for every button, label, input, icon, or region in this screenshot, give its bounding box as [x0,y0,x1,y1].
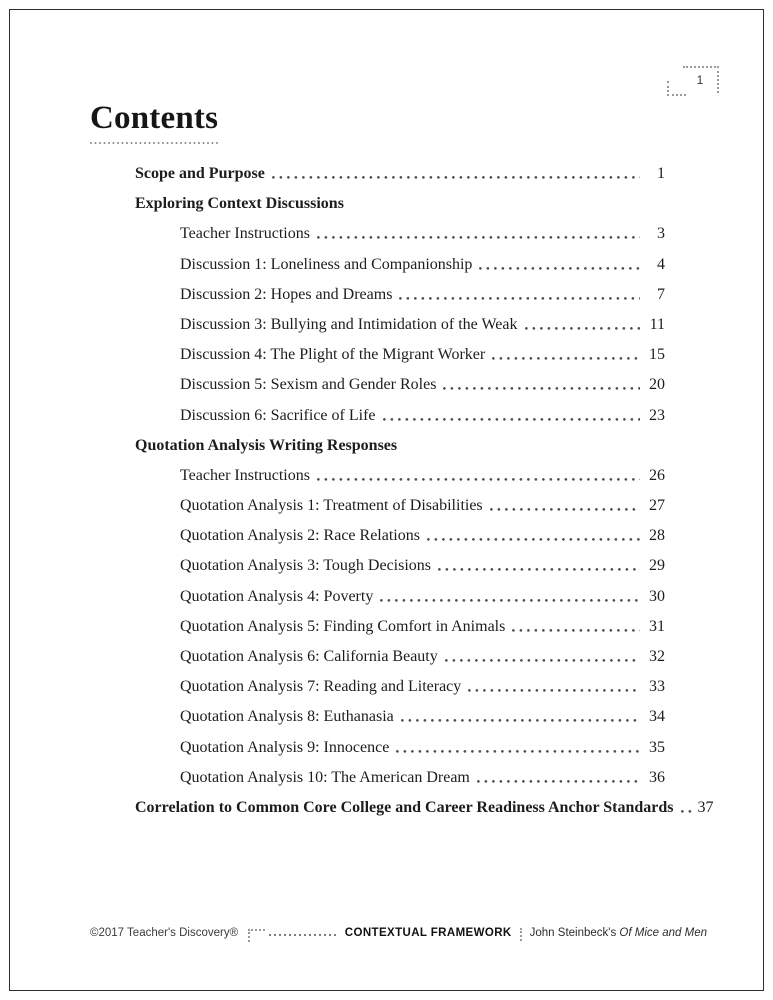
toc-entry-label: Quotation Analysis 10: The American Dream [180,768,470,786]
toc-entry [135,224,665,244]
toc-entry-page: 26 [649,466,665,484]
toc-entry [135,526,665,546]
toc-entry-label: Discussion 2: Hopes and Dreams [180,285,393,303]
toc-list [135,164,714,818]
dot-leader [525,327,641,330]
toc-entry [135,798,714,818]
toc-entry-page: 4 [657,255,665,273]
toc-entry-label: Discussion 6: Sacrifice of Life [180,406,376,424]
toc-entry-label: Quotation Analysis 8: Euthanasia [180,708,394,726]
footer-book-reference [530,927,707,939]
toc-entry-page: 32 [649,648,665,665]
toc-entry-page: 11 [649,315,665,333]
toc-entry-page: 33 [649,678,665,696]
dot-leader [272,176,640,179]
toc-entry-page: 34 [649,708,665,726]
toc-entry [135,315,665,335]
toc-entry-page: 27 [649,497,665,515]
toc-entry-label: Discussion 3: Bullying and Intimidation of the Weak [180,315,518,333]
dot-leader [317,478,640,481]
dot-leader [396,750,640,753]
dot-leader [490,508,640,511]
footer-author: John Steinbeck's [529,927,620,939]
toc-entry-label: Quotation Analysis Writing Responses [135,436,398,454]
toc-entry-page: 15 [649,346,665,364]
toc-entry [135,345,665,365]
toc-entry-label: Quotation Analysis 6: California Beauty [180,648,438,665]
toc-entry-page: 29 [649,557,665,575]
footer-copyright: ©2017 Teacher's Discovery® [90,927,239,939]
footer-dotted-divider [520,928,522,941]
toc-entry-page: 7 [657,285,665,303]
toc-entry [135,436,665,456]
toc-entry [135,164,665,184]
toc-entry-label: Quotation Analysis 9: Innocence [180,738,390,756]
dot-leader [512,629,640,632]
toc-entry [135,496,665,516]
toc-entry-label: Discussion 4: The Plight of the Migrant Worker [180,346,486,364]
toc-entry-page: 30 [649,587,665,605]
dot-leader [681,810,695,813]
toc-entry-label: Quotation Analysis 1: Treatment of Disabilities [180,497,483,515]
toc-entry [135,406,665,426]
dot-leader [401,719,640,722]
page-title: Contents [90,100,218,144]
toc-entry [135,375,665,395]
toc-entry-page: 1 [657,165,665,182]
toc-entry [135,768,665,788]
toc-entry [135,285,665,305]
toc-entry-page: 20 [649,376,665,394]
dot-leader [443,387,640,390]
dot-leader [445,659,640,662]
toc-entry [135,677,665,697]
toc-entry-label: Discussion 1: Loneliness and Companionship [180,255,473,273]
dot-leader [477,780,640,783]
page-number: 1 [696,73,704,87]
dot-leader [468,689,640,692]
dot-leader [399,297,640,300]
toc-entry-page: 3 [657,225,665,243]
toc-entry [135,466,665,486]
toc-entry [135,617,665,637]
toc-entry-label: Discussion 5: Sexism and Gender Roles [180,376,437,394]
toc-entry [135,255,665,275]
footer-dotted-corner [248,929,265,942]
dot-leader [492,357,640,360]
dot-leader [383,418,641,421]
toc-entry-label: Quotation Analysis 2: Race Relations [180,527,420,545]
toc-entry-page: 31 [649,617,665,635]
toc-entry-page: 28 [649,527,665,545]
toc-entry [135,647,665,667]
toc-entry [135,587,665,607]
dot-leader [479,267,640,270]
dot-leader [380,599,640,602]
toc-entry-label: Quotation Analysis 7: Reading and Literacy [180,678,462,696]
toc-entry-page: 36 [649,768,665,786]
toc-entry-page: 37 [697,798,714,816]
toc-entry-page: 23 [649,406,665,424]
toc-entry [135,738,665,758]
footer-dot-leader [269,934,337,936]
dot-leader [317,236,640,239]
page-footer [90,927,707,940]
page-number-box [683,66,719,93]
footer-book-title: Of Mice and Men [619,927,707,939]
footer-framework-label: CONTEXTUAL FRAMEWORK [344,927,512,939]
dot-leader [438,568,640,571]
toc-entry-label: Quotation Analysis 5: Finding Comfort in Animals [180,617,506,635]
toc-entry [135,194,665,214]
toc-entry-label: Correlation to Common Core College and Career Readiness Anchor Standards [135,798,674,816]
page-number-decoration [667,66,719,96]
toc-entry-label: Scope and Purpose [135,165,265,182]
toc-entry-label: Teacher Instructions [180,466,310,484]
toc-entry-label: Quotation Analysis 3: Tough Decisions [180,557,432,575]
toc-entry-page: 35 [649,738,665,756]
toc-entry-label: Exploring Context Discussions [135,195,344,213]
toc-entry-label: Teacher Instructions [180,225,310,243]
toc-entry [135,707,665,727]
toc-entry [135,556,665,576]
dot-leader [427,538,640,541]
toc-entry-label: Quotation Analysis 4: Poverty [180,587,374,605]
